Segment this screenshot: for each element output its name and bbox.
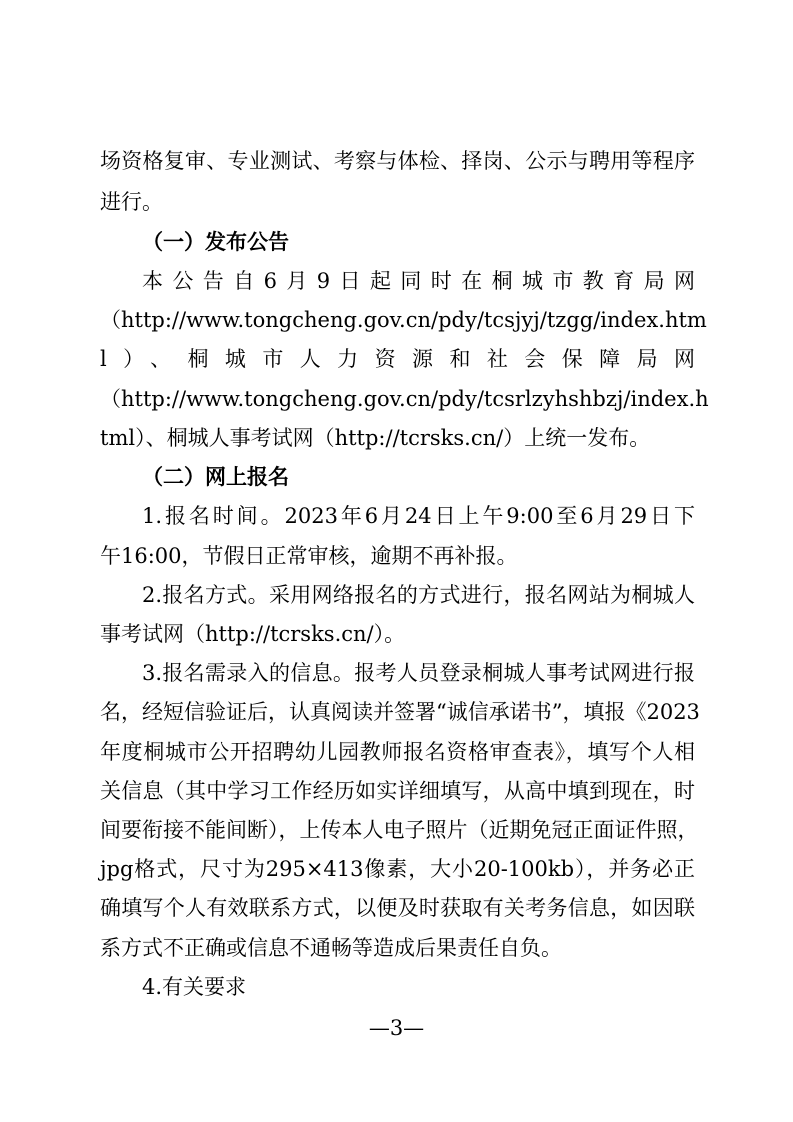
text-line: 确填写个人有效联系方式，以便及时获取有关考务信息，如因联	[100, 896, 695, 920]
text-line: 2.报名方式。采用网络报名的方式进行，报名网站为桐城人	[142, 583, 695, 607]
url-line: （http://www.tongcheng.gov.cn/pdy/tcsrlzyhshbzj/index.h	[100, 387, 709, 411]
text-line: 名，经短信验证后，认真阅读并签署“诚信承诺书”，填报《2023	[100, 700, 700, 724]
url-line: （http://www.tongcheng.gov.cn/pdy/tcsjyj/tzgg/index.htm	[100, 308, 707, 332]
text-line: 间要衔接不能间断），上传本人电子照片（近期免冠正面证件照，	[100, 818, 699, 842]
text-line: tml）、桐城人事考试网（http://tcrsks.cn/）上统一发布。	[100, 426, 651, 450]
text-line: 午16:00，节假日正常审核，逾期不再补报。	[100, 544, 518, 568]
text-line: 系方式不正确或信息不通畅等造成后果责任自负。	[100, 936, 562, 960]
text-line: 进行。	[100, 190, 163, 214]
text-line: 1.报名时间。2023年6月24日上午9:00至6月29日下	[142, 504, 695, 528]
section-heading-publish: （一）发布公告	[142, 230, 289, 254]
section-heading-online-registration: （二）网上报名	[142, 465, 289, 489]
text-line: 场资格复审、专业测试、考察与体检、择岗、公示与聘用等程序	[100, 149, 695, 173]
text-line: 3.报名需录入的信息。报考人员登录桐城人事考试网进行报	[142, 661, 695, 685]
text-line: l）、桐城市人力资源和社会保障局网	[100, 347, 695, 371]
text-line: jpg格式，尺寸为295×413像素，大小20-100kb），并务必正	[100, 857, 695, 881]
page-number: —3—	[368, 1016, 425, 1040]
text-line: 本公告自6月9日起同时在桐城市教育局网	[142, 269, 695, 293]
text-line: 关信息（其中学习工作经历如实详细填写，从高中填到现在，时	[100, 779, 695, 803]
text-line: 事考试网（http://tcrsks.cn/）。	[100, 622, 406, 646]
text-line: 年度桐城市公开招聘幼儿园教师报名资格审查表》，填写个人相	[100, 740, 695, 764]
text-line: 4.有关要求	[142, 975, 247, 999]
